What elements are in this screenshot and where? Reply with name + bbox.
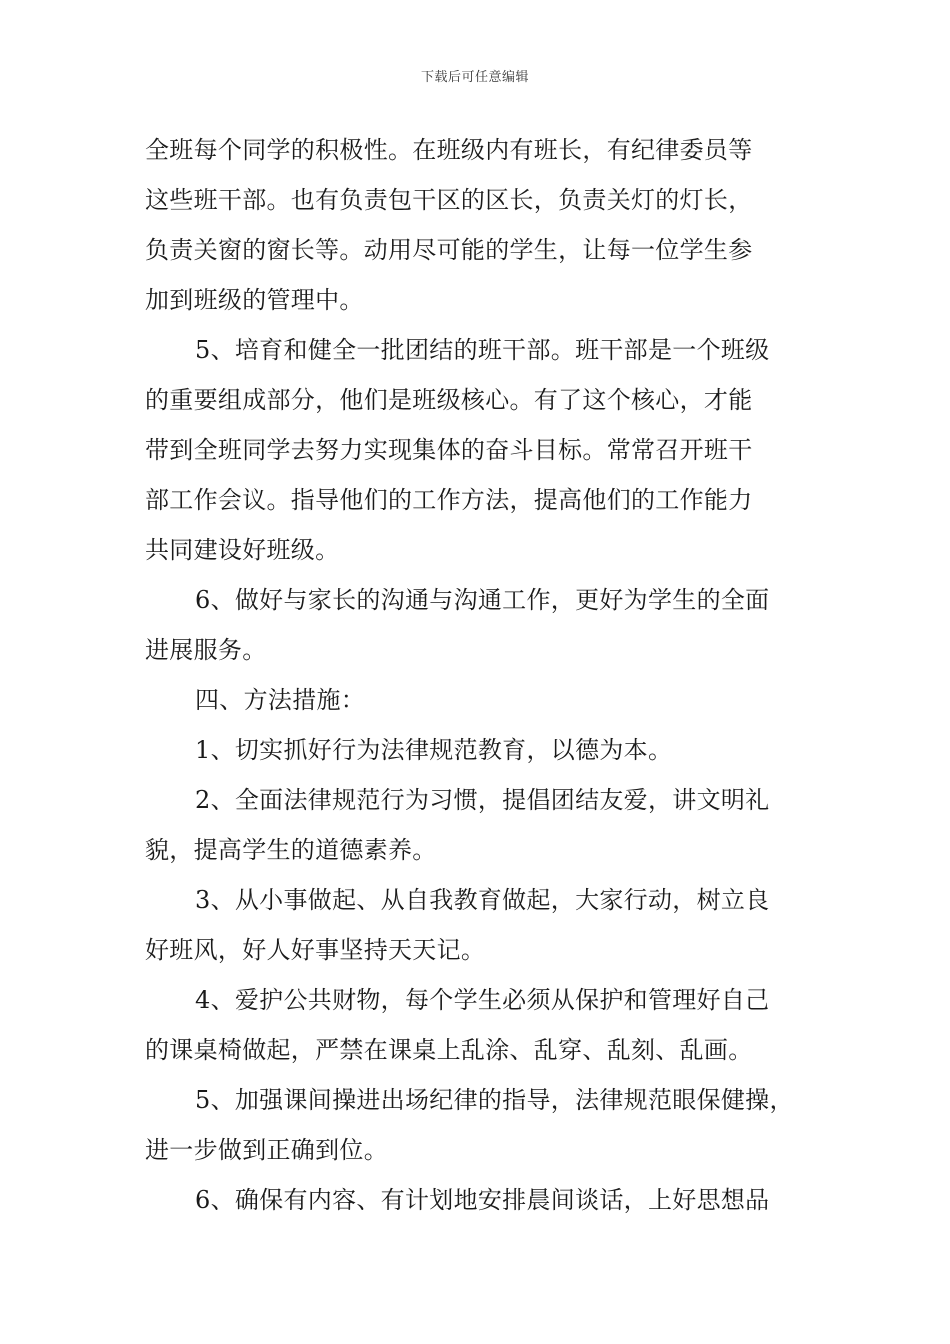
paragraph-start-line: 6、做好与家长的沟通与沟通工作，更好为学生的全面	[195, 586, 770, 614]
paragraph-start-line: 4、爱护公共财物，每个学生必须从保护和管理好自己	[195, 986, 770, 1014]
paragraph-start-line: 6、确保有内容、有计划地安排晨间谈话，上好思想品	[195, 1186, 770, 1214]
text-line: 的重要组成部分，他们是班级核心。有了这个核心，才能	[145, 386, 753, 414]
text-line: 好班风，好人好事坚持天天记。	[145, 936, 486, 964]
document-body	[145, 125, 810, 1225]
paragraph-start-line: 5、培育和健全一批团结的班干部。班干部是一个班级	[195, 336, 770, 364]
text-line: 负责关窗的窗长等。动用尽可能的学生，让每一位学生参	[145, 236, 753, 264]
section-heading: 四、方法措施：	[195, 686, 366, 714]
text-line: 进展服务。	[145, 636, 267, 664]
text-line: 带到全班同学去努力实现集体的奋斗目标。常常召开班干	[145, 436, 753, 464]
text-line: 貌，提高学生的道德素养。	[145, 836, 437, 864]
text-line: 加到班级的管理中。	[145, 286, 364, 314]
text-line: 共同建设好班级。	[145, 536, 340, 564]
text-line: 部工作会议。指导他们的工作方法，提高他们的工作能力	[145, 486, 753, 514]
paragraph-start-line: 1、切实抓好行为法律规范教育，以德为本。	[195, 736, 673, 764]
paragraph-start-line: 5、加强课间操进出场纪律的指导，法律规范眼保健操，	[195, 1086, 794, 1114]
text-line: 进一步做到正确到位。	[145, 1136, 388, 1164]
text-line: 的课桌椅做起，严禁在课桌上乱涂、乱穿、乱刻、乱画。	[145, 1036, 753, 1064]
text-line: 这些班干部。也有负责包干区的区长，负责关灯的灯长，	[145, 186, 753, 214]
paragraph-start-line: 3、从小事做起、从自我教育做起，大家行动，树立良	[195, 886, 770, 914]
paragraph-start-line: 2、全面法律规范行为习惯，提倡团结友爱，讲文明礼	[195, 786, 770, 814]
text-line: 全班每个同学的积极性。在班级内有班长，有纪律委员等	[145, 136, 753, 164]
page-header: 下载后可任意编辑	[420, 70, 529, 85]
